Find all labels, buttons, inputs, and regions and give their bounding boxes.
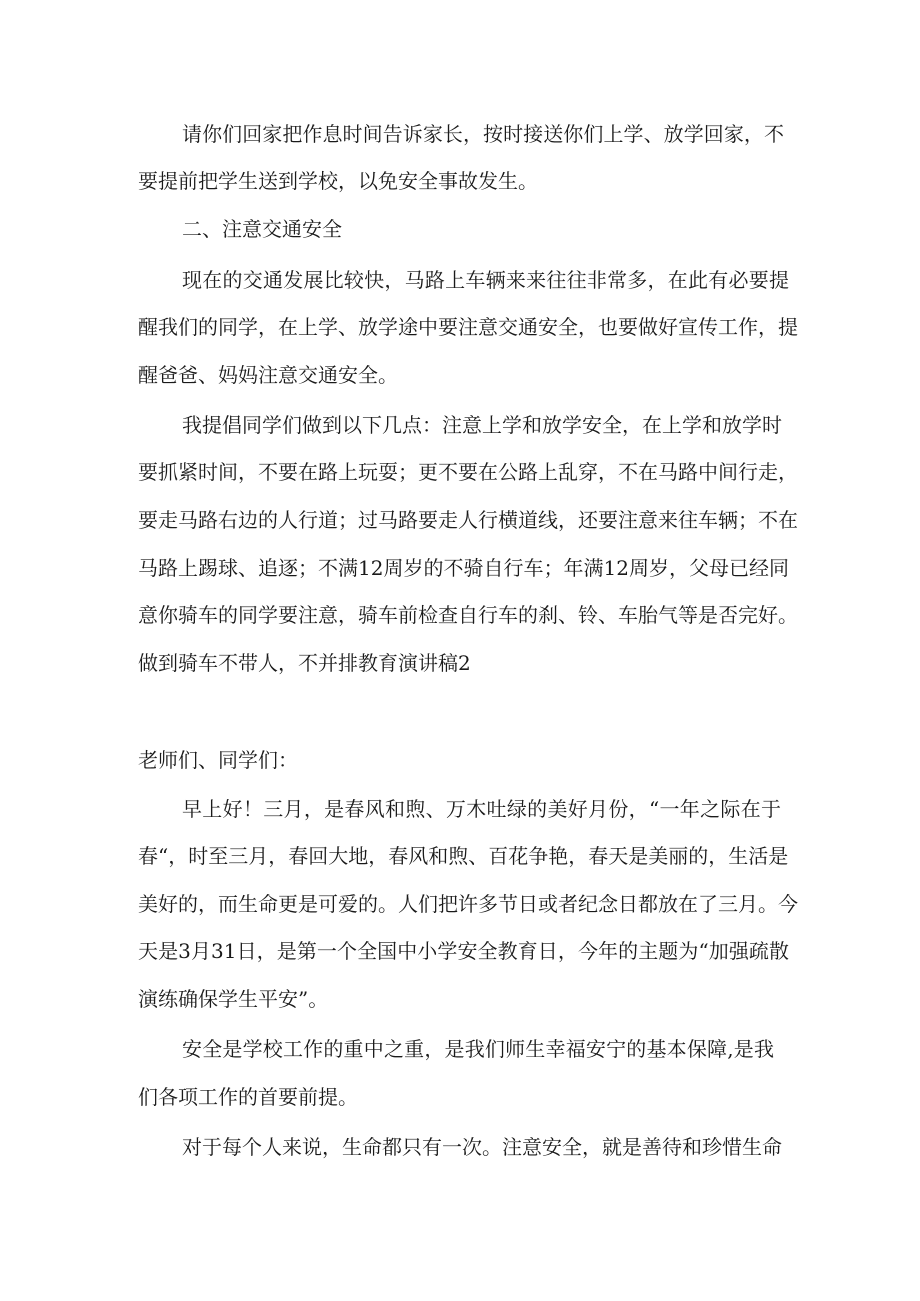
- paragraph-1-line-2: 要提前把学生送到学校，以免安全事故发生。: [138, 169, 538, 193]
- paragraph-8-line-1: 对于每个人来说，生命都只有一次。注意安全，就是善待和珍惜生命: [182, 1135, 782, 1159]
- paragraph-4-line-4: 马路上踢球、追逐；不满12周岁的不骑自行车；年满12周岁，父母已经同: [138, 556, 789, 580]
- paragraph-3-line-1: 现在的交通发展比较快，马路上车辆来来往往非常多，在此有必要提: [182, 268, 789, 292]
- paragraph-4-line-2: 要抓紧时间，不要在路上玩耍；更不要在公路上乱穿，不在马路中间行走，: [138, 460, 798, 484]
- paragraph-3-line-2: 醒我们的同学，在上学、放学途中要注意交通安全，也要做好宣传工作，提: [138, 315, 798, 339]
- paragraph-4-line-5: 意你骑车的同学要注意，骑车前检查自行车的刹、铃、车胎气等是否完好。: [138, 603, 798, 627]
- paragraph-1-line-1: 请你们回家把作息时间告诉家长，按时接送你们上学、放学回家，不: [182, 122, 784, 146]
- salutation: 老师们、同学们：: [138, 748, 298, 772]
- paragraph-7-line-2: 们各项工作的首要前提。: [138, 1085, 358, 1109]
- section-heading-traffic-safety: 二、注意交通安全: [182, 217, 342, 241]
- paragraph-6-line-3: 美好的，而生命更是可爱的。人们把许多节日或者纪念日都放在了三月。今: [138, 892, 798, 916]
- paragraph-6-line-5: 演练确保学生平安”。: [138, 987, 329, 1011]
- paragraph-6-line-2: 春“，时至三月，春回大地，春风和煦、百花争艳，春天是美丽的，生活是: [138, 844, 789, 868]
- paragraph-4-line-1: 我提倡同学们做到以下几点：注意上学和放学安全，在上学和放学时: [182, 413, 782, 437]
- paragraph-7-line-1: 安全是学校工作的重中之重，是我们师生幸福安宁的基本保障,是我: [182, 1037, 774, 1061]
- paragraph-4-line-6: 做到骑车不带人，不并排教育演讲稿2: [138, 651, 471, 675]
- paragraph-3-line-3: 醒爸爸、妈妈注意交通安全。: [138, 363, 398, 387]
- paragraph-4-line-3: 要走马路右边的人行道；过马路要走人行横道线，还要注意来往车辆；不在: [138, 508, 798, 532]
- paragraph-6-line-4: 天是3月31日，是第一个全国中小学安全教育日，今年的主题为“加强疏散: [138, 939, 789, 963]
- paragraph-6-line-1: 早上好！三月，是春风和煦、万木吐绿的美好月份，“一年之际在于: [182, 797, 781, 821]
